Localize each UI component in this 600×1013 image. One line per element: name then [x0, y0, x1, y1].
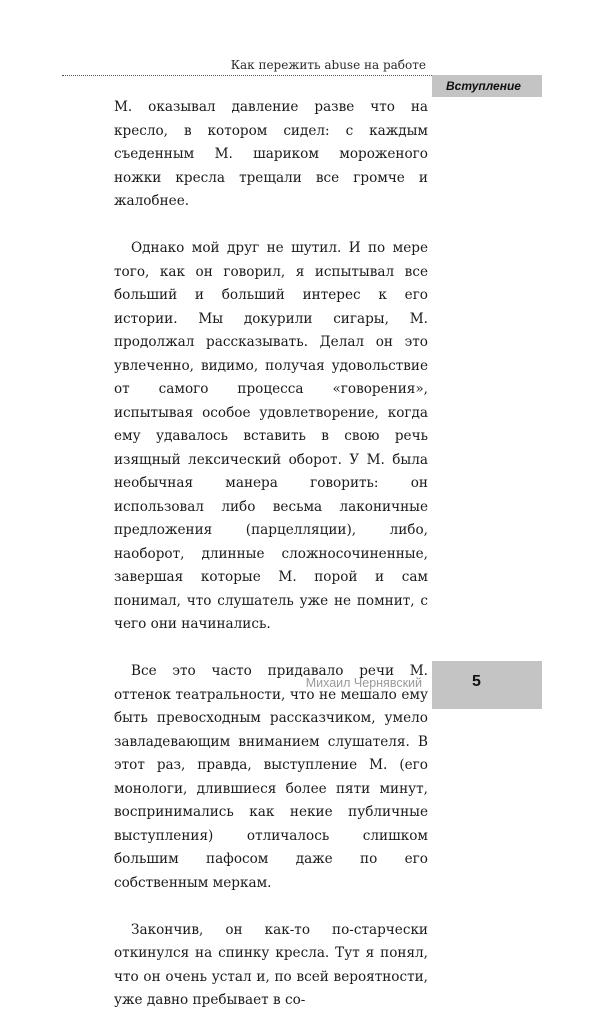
body-text — [114, 96, 428, 1013]
page-number: 5 — [472, 673, 481, 690]
paragraph: Все это часто придавало речи М. оттенок театральности, что не мешало ему быть превосходным рассказчиком, умело завладевающим вниманием слушателя. В этот раз, правда, выступление М. (его монологи, длившиеся более пяти минут, воспринимались как некие публичные выступления) отличалось слишком большим пафосом даже по его собственным меркам. — [114, 663, 428, 891]
paragraph: Закончив, он как-то по-старчески откинулся на спинку кресла. Тут я понял, что он очень устал и, по всей вероятности, уже давно пребывает в со- — [114, 921, 428, 1008]
section-tab: Вступление — [432, 75, 542, 97]
footer-author: Михаил Чернявский — [305, 676, 422, 690]
header-dotted-rule — [62, 75, 432, 76]
page-number-tab — [432, 661, 542, 709]
paragraph: Однако мой друг не шутил. И по мере того, как он говорил, я испытывал все больший и больший интерес к его истории. Мы докурили сигары, М. продолжал рассказывать. Делал он это увлеченно, видимо, получая удовольствие от самого процесса «говорения», испытывая особое удовлетворение, когда ему удавалось вставить в свою речь изящный лексический оборот. У М. была необычная манера говорить: он использовал либо весьма лаконичные предложения (парцелляции), либо, наоборот, длинные сложносочиненные, завершая которые М. порой и сам понимал, что слушатель уже не помнит, с чего они начинались. — [114, 240, 428, 632]
paragraph: М. оказывал давление разве что на кресло, в котором сидел: с каждым съеденным М. шариком мороженого ножки кресла трещали все громче и жалобнее. — [114, 99, 428, 209]
running-title: Как пережить abuse на работе — [230, 58, 426, 72]
